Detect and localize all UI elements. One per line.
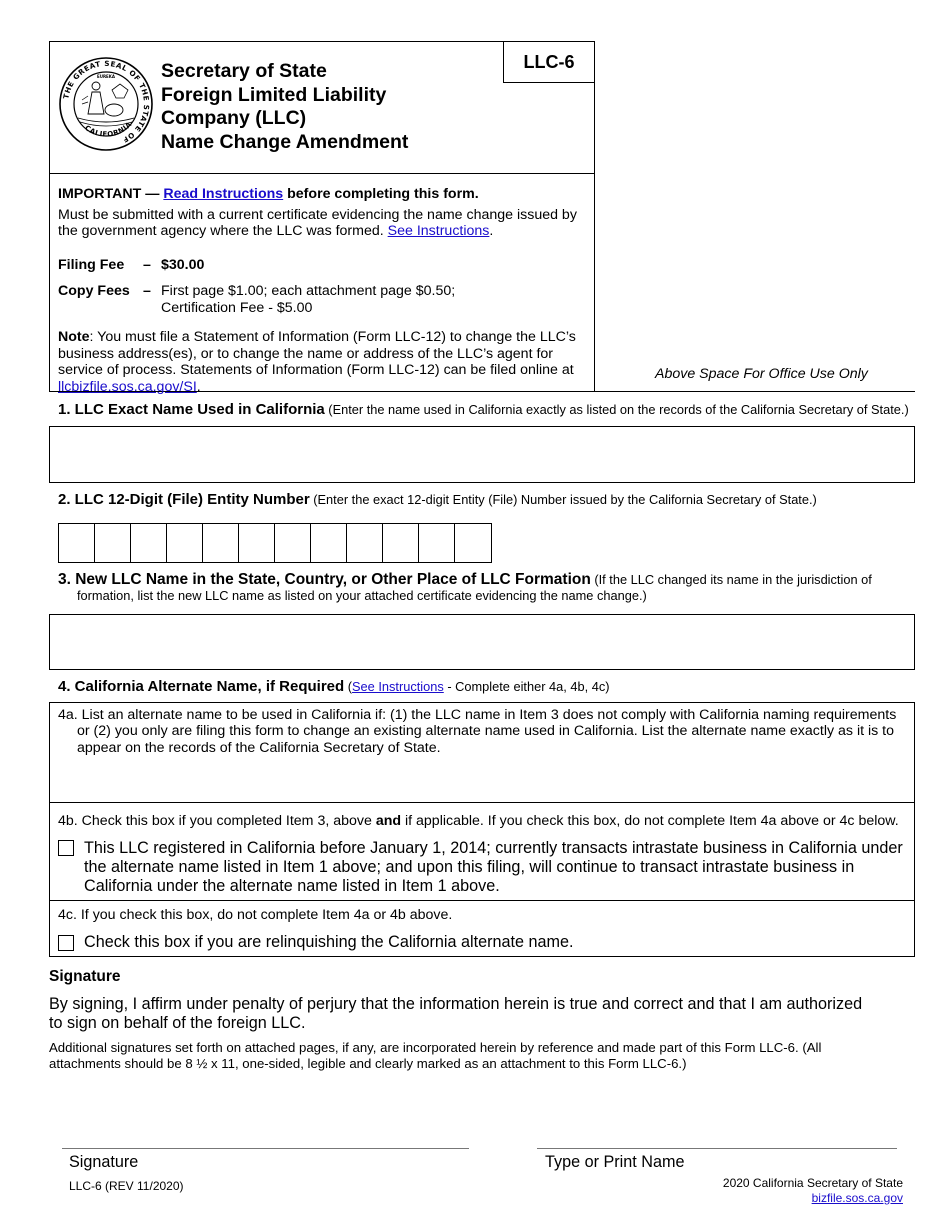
header-top bbox=[50, 42, 594, 174]
print-name-label: Type or Print Name bbox=[545, 1153, 685, 1171]
item4a-text: 4a. List an alternate name to be used in California if: (1) the LLC name in Item 3 does not comply with California naming requirements or (2) you only are filing this form to change an existing alternate name used in California. List the alternate name exactly as it is to appear on the records of the California Secretary of State. bbox=[58, 707, 897, 756]
entity-digit-cell[interactable] bbox=[275, 524, 311, 562]
entity-digit-cell[interactable] bbox=[347, 524, 383, 562]
signature-heading: Signature bbox=[49, 968, 121, 985]
title-line: Foreign Limited Liability bbox=[161, 83, 387, 106]
see-instructions-link[interactable]: See Instructions bbox=[387, 223, 490, 239]
item4c-section bbox=[50, 901, 914, 957]
form-revision: LLC-6 (REV 11/2020) bbox=[69, 1179, 184, 1193]
important-notice: IMPORTANT — Read Instructions before completing this form. bbox=[58, 186, 479, 202]
entity-digit-cell[interactable] bbox=[131, 524, 167, 562]
copyright-text: 2020 California Secretary of State bbox=[722, 1176, 903, 1190]
entity-digit-cell[interactable] bbox=[311, 524, 347, 562]
page-title bbox=[161, 60, 408, 154]
alternate-name-section bbox=[49, 702, 915, 957]
seal-outer-text: THE GREAT SEAL OF THE STATE OF bbox=[61, 58, 152, 145]
bizfile-link[interactable]: bizfile.sos.ca.gov bbox=[811, 1191, 903, 1205]
entity-number-field bbox=[58, 523, 492, 563]
item2-heading: 2. LLC 12-Digit (File) Entity Number (Enter the exact 12-digit Entity (File) Number issued by the California Secretary of State.) bbox=[58, 491, 817, 508]
alternate-name-field[interactable] bbox=[50, 703, 914, 803]
signature-additional-note: Additional signatures set forth on attached pages, if any, are incorporated herein by reference and made part of this Form LLC-6. (All attachments should be 8 ½ x 11, one-sided, legible and clearly marked as an attachment to this Form LLC-6.) bbox=[49, 1040, 822, 1071]
title-line: Secretary of State bbox=[161, 60, 327, 82]
llc-exact-name-field[interactable] bbox=[49, 426, 915, 483]
submission-requirement: Must be submitted with a current certificate evidencing the name change issued by the government agency where the LLC was formed. See Instructions. bbox=[58, 206, 577, 239]
item4b-intro: 4b. Check this box if you completed Item 3, above and if applicable. If you check this box, do not complete Item 4a above or 4c below. bbox=[58, 813, 899, 829]
entity-digit-cell[interactable] bbox=[419, 524, 455, 562]
instructions-block bbox=[58, 186, 588, 395]
entity-digit-cell[interactable] bbox=[167, 524, 203, 562]
signature-affirmation: By signing, I affirm under penalty of perjury that the information herein is true and correct and that I am authorized to sign on behalf of the foreign LLC. bbox=[49, 995, 863, 1032]
item4b-checkbox-label: This LLC registered in California before January 1, 2014; currently transacts intrastate business in California under the alternate name listed in Item 1 above; and upon this filing, will continue to transact intrastate business in California under the alternate name listed in Item 1 above. bbox=[84, 839, 903, 895]
new-llc-name-field[interactable] bbox=[49, 614, 915, 670]
item4c-checkbox[interactable] bbox=[58, 935, 74, 951]
entity-digit-cell[interactable] bbox=[95, 524, 131, 562]
signature-label: Signature bbox=[69, 1153, 139, 1171]
form-id-badge: LLC-6 bbox=[503, 41, 595, 83]
form-header bbox=[49, 41, 595, 395]
llcbizfile-link[interactable]: llcbizfile.sos.ca.gov/SI bbox=[58, 378, 197, 395]
item4-heading: 4. California Alternate Name, if Required (See Instructions - Complete either 4a, 4b, 4c) bbox=[58, 678, 610, 695]
filing-fee-row: Filing Fee – $30.00 bbox=[58, 256, 205, 273]
entity-digit-cell[interactable] bbox=[239, 524, 275, 562]
print-name-line[interactable] bbox=[537, 1148, 897, 1149]
signature-line[interactable] bbox=[62, 1148, 469, 1149]
entity-digit-cell[interactable] bbox=[203, 524, 239, 562]
note-text: Note: You must file a Statement of Information (Form LLC-12) to change the LLC’s business address(es), or to change the name or address of the LLC’s agent for service of process. Statements of Information (Form LLC-12) can be filed online at llcbizfile.sos.ca.gov/SI. bbox=[58, 329, 576, 395]
item4b-checkbox[interactable] bbox=[58, 840, 74, 856]
title-line: Name Change Amendment bbox=[161, 130, 409, 153]
footer-info bbox=[723, 1176, 903, 1206]
read-instructions-link[interactable]: Read Instructions bbox=[163, 186, 284, 202]
entity-digit-cell[interactable] bbox=[59, 524, 95, 562]
entity-digit-cell[interactable] bbox=[383, 524, 419, 562]
item4c-intro: 4c. If you check this box, do not complete Item 4a or 4b above. bbox=[58, 907, 453, 923]
copy-fees-row: Copy Fees – First page $1.00; each attachment page $0.50; Certification Fee - $5.00 bbox=[58, 283, 456, 316]
entity-digit-cell[interactable] bbox=[455, 524, 491, 562]
title-line: Company (LLC) bbox=[161, 107, 307, 129]
filing-fee-value: $30.00 bbox=[161, 256, 205, 273]
item4b-section bbox=[50, 803, 914, 901]
seal-motto: EUREKA bbox=[97, 74, 115, 79]
state-seal-icon bbox=[58, 56, 154, 152]
item4c-checkbox-label: Check this box if you are relinquishing the California alternate name. bbox=[84, 933, 574, 951]
item3-heading: 3. New LLC Name in the State, Country, or Other Place of LLC Formation (If the LLC changed its name in the jurisdiction of formation, list the new LLC name as listed on your attached certificate evidencing the name change.) bbox=[58, 571, 872, 603]
office-use-divider bbox=[594, 391, 915, 392]
item4-see-instructions-link[interactable]: See Instructions bbox=[352, 679, 444, 694]
item1-heading: 1. LLC Exact Name Used in California (Enter the name used in California exactly as listed on the records of the California Secretary of State.) bbox=[58, 401, 909, 418]
item4b-checkbox-row bbox=[58, 839, 906, 896]
seal-bottom-text: CALIFORNIA bbox=[83, 120, 134, 139]
item4c-checkbox-row bbox=[58, 933, 906, 952]
office-use-label: Above Space For Office Use Only bbox=[655, 366, 868, 382]
